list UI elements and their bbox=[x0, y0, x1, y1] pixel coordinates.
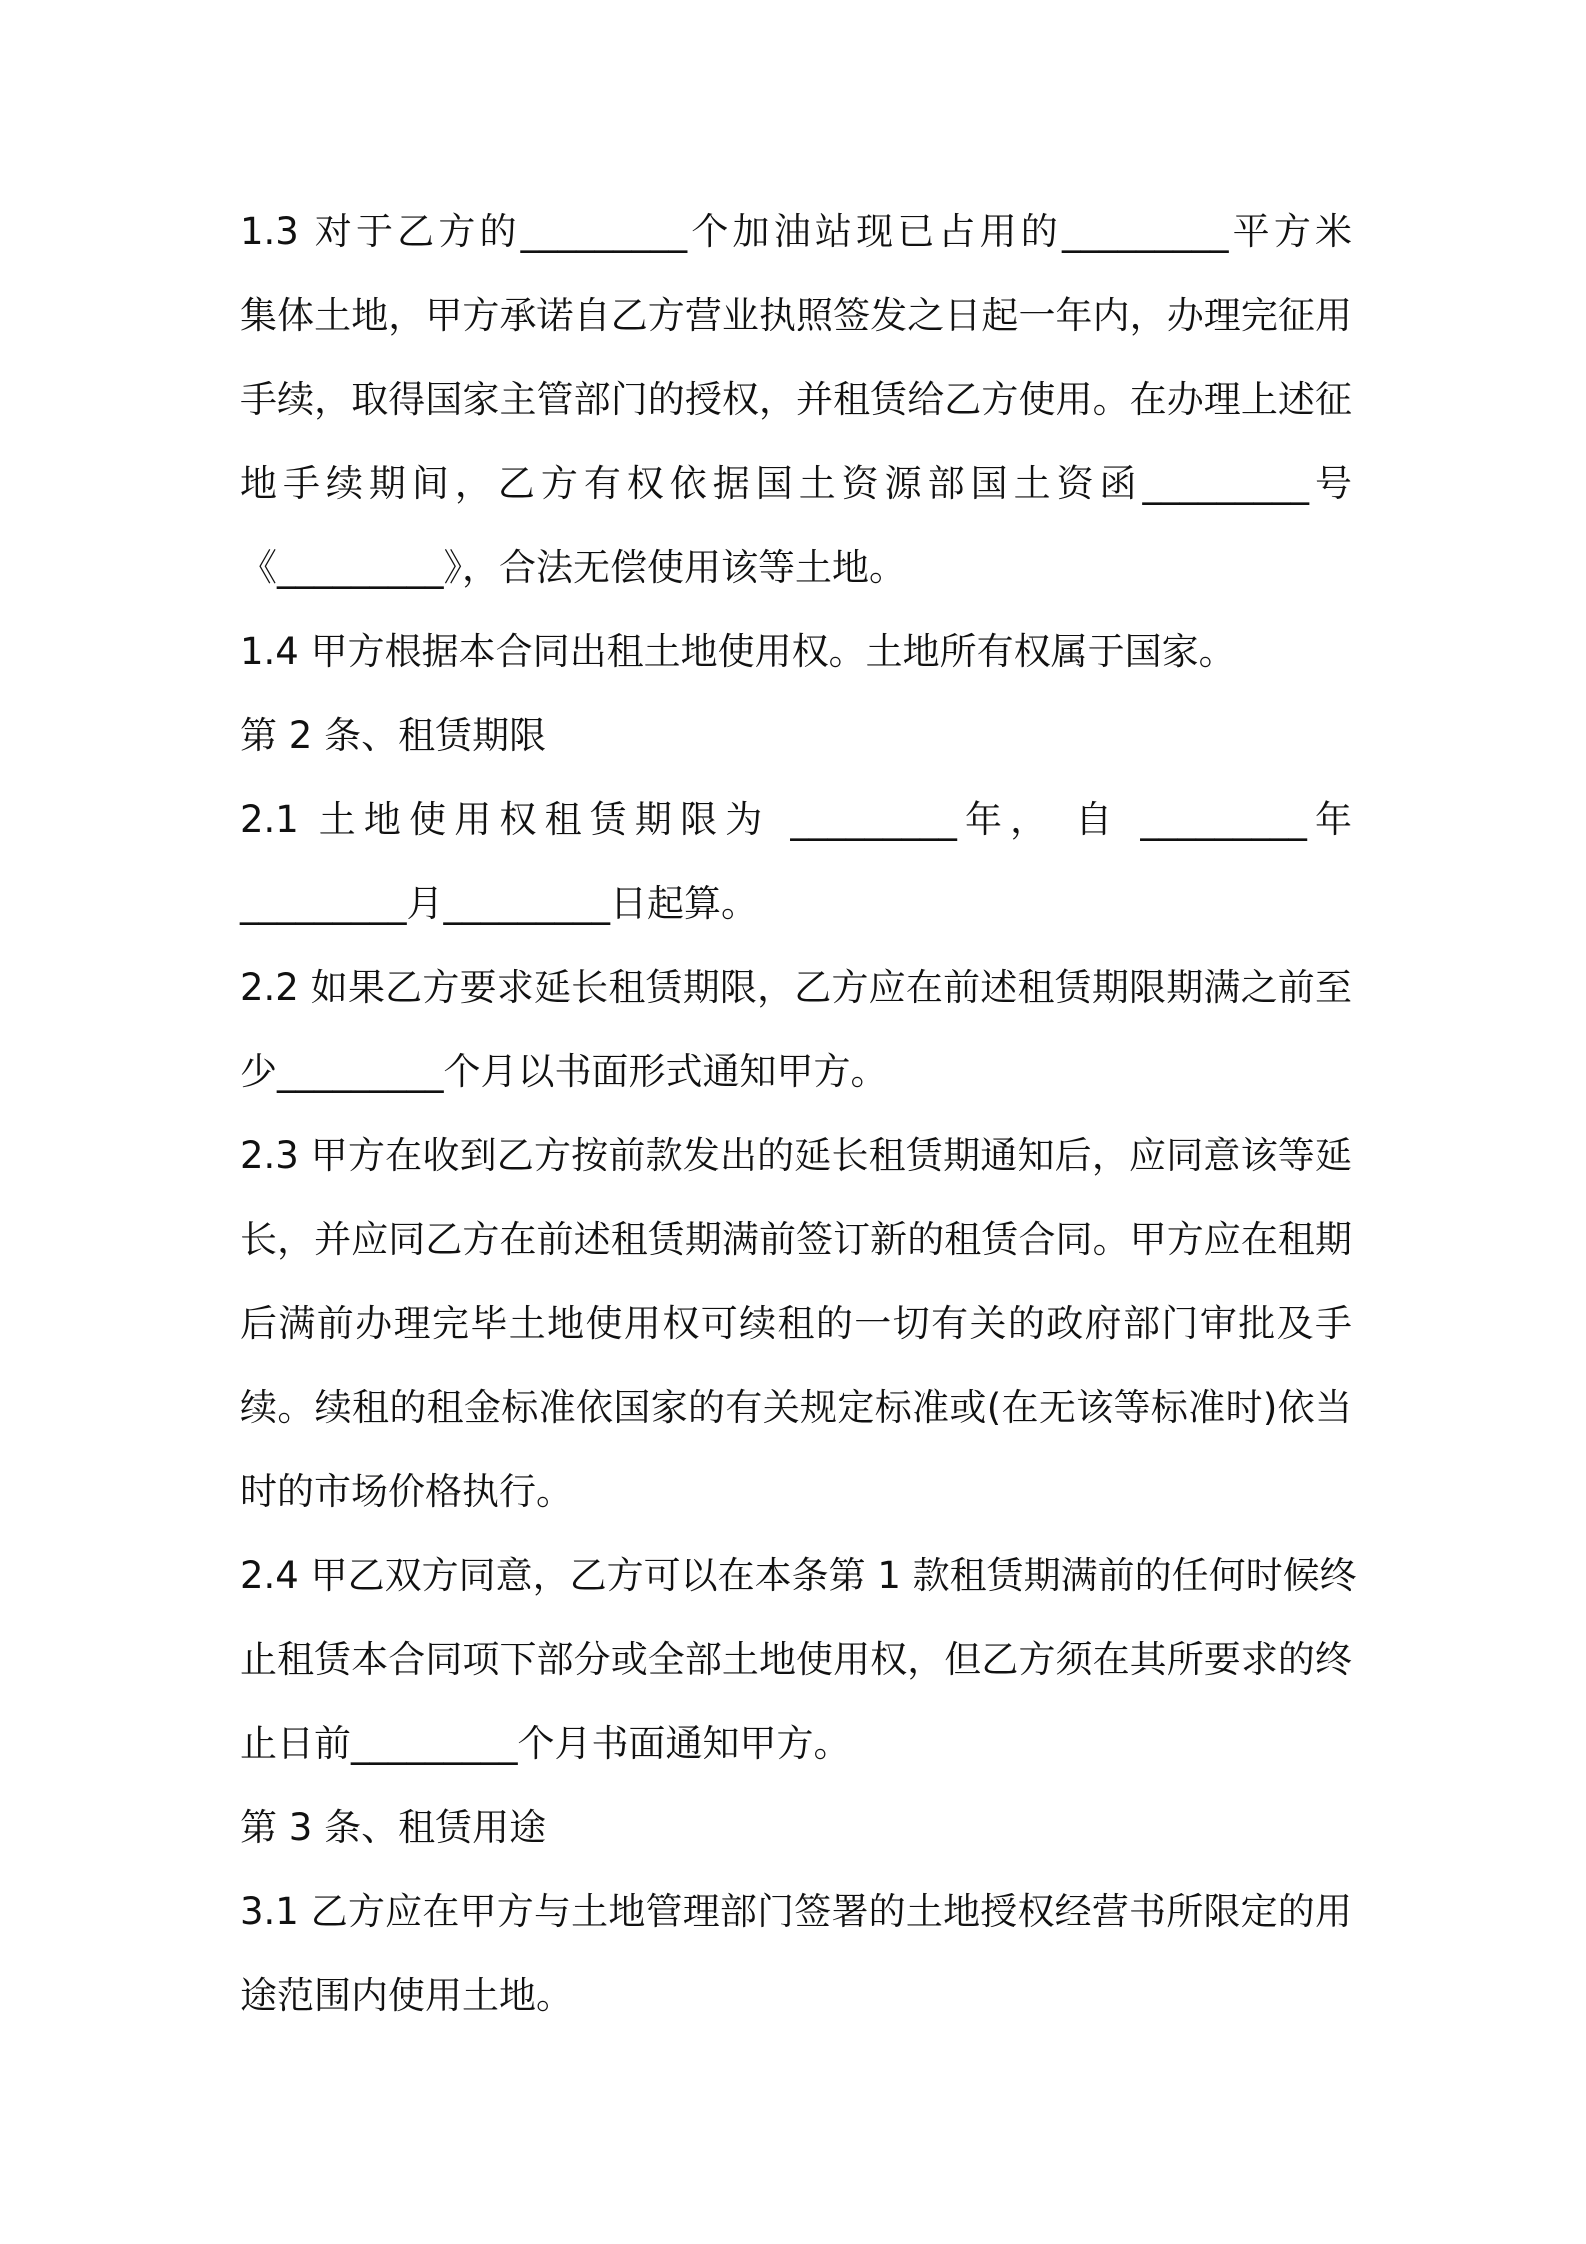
text-line: 2.1 土地使用权租赁期限为 _________年， 自 _________年 bbox=[240, 798, 1352, 841]
text-line: 止日前_________个月书面通知甲方。 bbox=[240, 1722, 851, 1765]
text-line: 后满前办理完毕土地使用权可续租的一切有关的政府部门审批及手 bbox=[240, 1302, 1352, 1345]
section-heading: 第 2 条、租赁期限 bbox=[240, 714, 547, 757]
text-line: 时的市场价格执行。 bbox=[240, 1470, 573, 1513]
text-line: 1.3 对于乙方的_________个加油站现已占用的_________平方米 bbox=[240, 210, 1352, 253]
text-line: 3.1 乙方应在甲方与土地管理部门签署的土地授权经营书所限定的用 bbox=[240, 1890, 1352, 1933]
text-line: 地手续期间，乙方有权依据国土资源部国土资函_________号 bbox=[240, 462, 1352, 505]
text-line: 少_________个月以书面形式通知甲方。 bbox=[240, 1050, 888, 1093]
text-line: 1.4 甲方根据本合同出租土地使用权。土地所有权属于国家。 bbox=[240, 630, 1236, 673]
text-line: 集体土地，甲方承诺自乙方营业执照签发之日起一年内，办理完征用 bbox=[240, 294, 1352, 337]
text-line: 止租赁本合同项下部分或全部土地使用权，但乙方须在其所要求的终 bbox=[240, 1638, 1352, 1681]
text-line: _________月_________日起算。 bbox=[240, 882, 758, 925]
text-line: 《_________》，合法无偿使用该等土地。 bbox=[240, 546, 906, 589]
text-line: 2.3 甲方在收到乙方按前款发出的延长租赁期通知后，应同意该等延 bbox=[240, 1134, 1352, 1177]
text-line: 长，并应同乙方在前述租赁期满前签订新的租赁合同。甲方应在租期 bbox=[240, 1218, 1352, 1261]
document-page bbox=[240, 190, 1357, 2038]
text-line: 手续，取得国家主管部门的授权，并租赁给乙方使用。在办理上述征 bbox=[240, 378, 1352, 421]
text-line: 续。续租的租金标准依国家的有关规定标准或(在无该等标准时)依当 bbox=[240, 1386, 1352, 1429]
text-line: 2.2 如果乙方要求延长租赁期限，乙方应在前述租赁期限期满之前至 bbox=[240, 966, 1352, 1009]
text-line: 2.4 甲乙双方同意，乙方可以在本条第 1 款租赁期满前的任何时候终 bbox=[240, 1554, 1357, 1597]
section-heading: 第 3 条、租赁用途 bbox=[240, 1806, 547, 1849]
text-line: 途范围内使用土地。 bbox=[240, 1974, 573, 2017]
